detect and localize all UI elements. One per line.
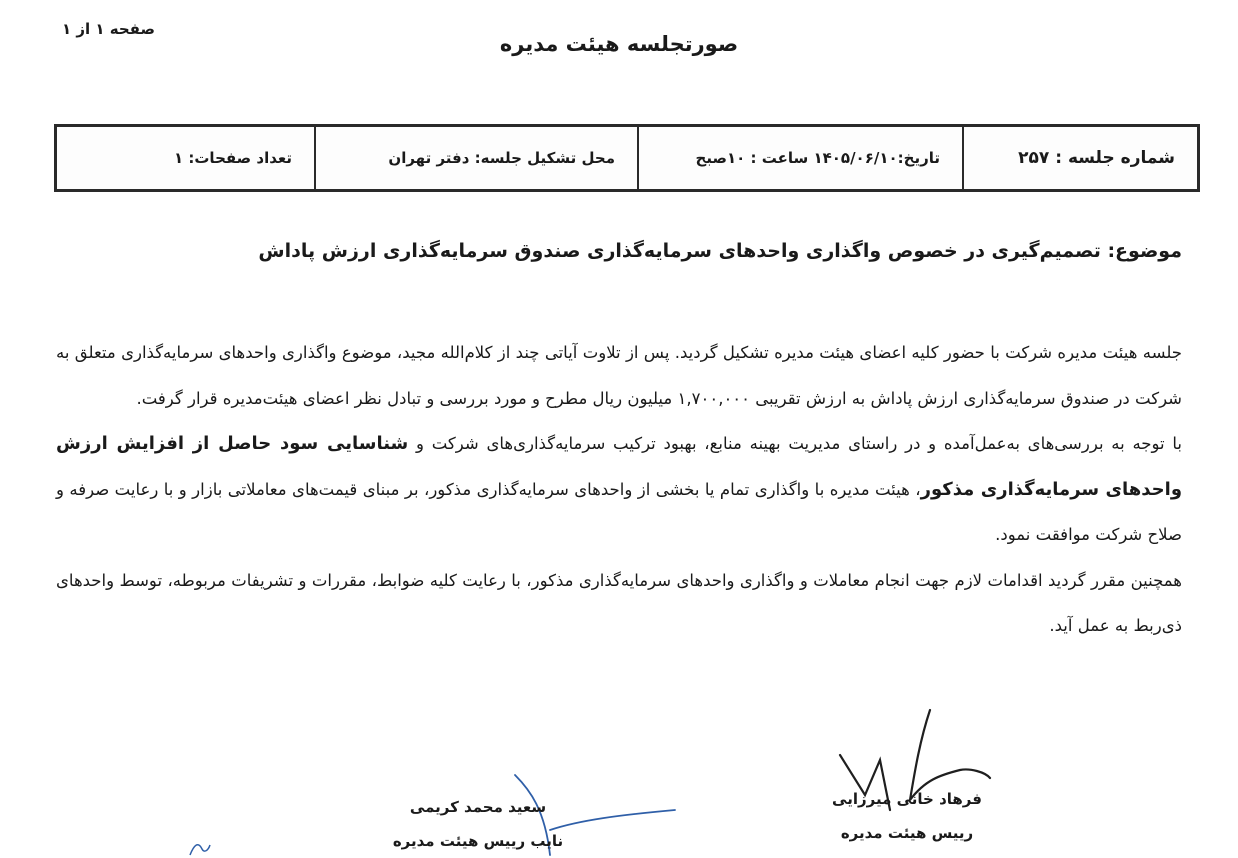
- meeting-subject: موضوع: تصمیم‌گیری در خصوص واگذاری واحدهای سرمایه‌گذاری صندوق سرمایه‌گذاری ارزش پاداش: [258, 240, 1182, 262]
- meeting-location-cell: محل تشکیل جلسه: دفتر تهران: [314, 127, 637, 189]
- vice-chair-title: نایب رییس هیئت مدیره: [392, 832, 564, 850]
- meeting-info-table: [54, 124, 1200, 192]
- paragraph-3: همچنین مقرر گردید اقدامات لازم جهت انجام معاملات و واگذاری واحدهای سرمایه‌گذاری مذکور، با رعایت کلیه ضوابط، مقررات و تشریفات مربوطه، توسط واحدهای ذی‌ربط به عمل آید.: [56, 570, 1182, 635]
- paragraph-2-start: با توجه به بررسی‌های به‌عمل‌آمده و در راستای مدیریت بهینه منابع، بهبود ترکیب سرمایه‌گذاری‌های شرکت و: [408, 434, 1182, 453]
- page-count-cell: تعداد صفحات: ۱: [173, 149, 292, 167]
- paragraph-1: جلسه هیئت مدیره شرکت با حضور کلیه اعضای هیئت مدیره تشکیل گردید. پس از تلاوت آیاتی چند از کلام‌الله مجید، موضوع واگذاری واحدهای سرمایه‌گذاری متعلق به شرکت در صندوق سرمایه‌گذاری ارزش پاداش به ارزش تقریبی ۱,۷۰۰,۰۰۰ میلیون ریال مطرح و مورد بررسی و تبادل نظر اعضای هیئت‌مدیره قرار گرفت.: [56, 343, 1182, 408]
- paragraph-2-bold: شناسایی سود حاصل از افزایش ارزش واحدهای سرمایه‌گذاری مذکور: [56, 433, 1183, 500]
- chair-name: فرهاد خانی میرزایی: [832, 790, 982, 808]
- paragraph-2: [56, 421, 1182, 558]
- meeting-number-cell: شماره جلسه : ۲۵۷: [962, 127, 1197, 189]
- vice-chair-name: سعید محمد کریمی: [409, 798, 547, 816]
- meeting-date-cell: تاریخ:۱۴۰۵/۰۶/۱۰ ساعت : ۱۰صبح: [637, 127, 962, 189]
- page-number: صفحه ۱ از ۱: [62, 20, 155, 38]
- minutes-body: [56, 330, 1182, 649]
- stamp-fragment-scribble: [180, 835, 220, 857]
- vice-chair-signature-block: [368, 790, 588, 858]
- chair-signature-block: [802, 782, 1012, 850]
- chair-title: رییس هیئت مدیره: [840, 824, 974, 842]
- paragraph-2-end: ، هیئت مدیره با واگذاری تمام یا بخشی از واحدهای سرمایه‌گذاری مذکور، بر مبنای قیمت‌های معاملاتی بازار و با رعایت صرفه و صلاح شرکت موافقت نمود.: [56, 479, 1182, 544]
- document-title: صورتجلسه هیئت مدیره: [499, 32, 739, 56]
